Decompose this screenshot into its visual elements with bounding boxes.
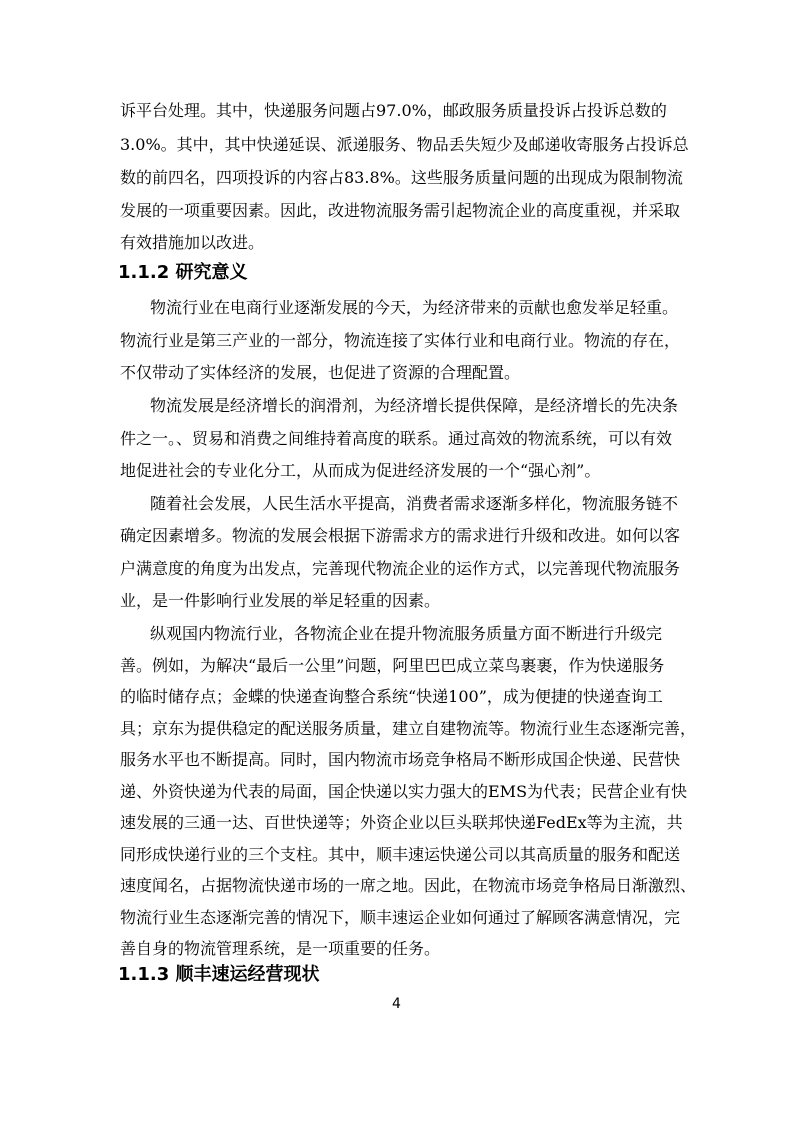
text-line: 速度闻名，占据物流快递市场的一席之地。因此，在物流市场竞争格局日渐激烈、 [120,876,697,895]
text-line: 不仅带动了实体经济的发展，也促进了资源的合理配置。 [120,363,521,382]
text-line: 发展的一项重要因素。因此，改进物流服务需引起物流企业的高度重视，并采取 [120,201,681,220]
text-line: 善自身的物流管理系统，是一项重要的任务。 [120,939,441,958]
text-line: 3.0%。其中，其中快递延误、派递服务、物品丢失短少及邮递收寄服务占投诉总 [120,135,689,154]
page-number: 4 [392,996,401,1012]
text-line: 服务水平也不断提高。同时，国内物流市场竞争格局不断形成国企快递、民营快 [120,750,681,769]
section-heading-1-1-2: 1.1.2 研究意义 [118,262,248,283]
text-line: 物流行业是第三产业的一部分，物流连接了实体行业和电商行业。物流的存在， [120,331,681,350]
text-line: 物流行业在电商行业逐渐发展的今天，为经济带来的贡献也愈发举足轻重。 [150,298,679,317]
text-line: 物流发展是经济增长的润滑剂，为经济增长提供保障，是经济增长的先决条 [150,396,679,415]
text-line: 随着社会发展，人民生活水平提高，消费者需求逐渐多样化，物流服务链不 [150,494,679,513]
text-line: 业，是一件影响行业发展的举足轻重的因素。 [120,591,441,610]
text-line: 户满意度的角度为出发点，完善现代物流企业的运作方式，以完善现代物流服务 [120,559,681,578]
text-line: 地促进社会的专业化分工，从而成为促进经济发展的一个“强心剂”。 [120,461,601,480]
text-line: 数的前四名，四项投诉的内容占83.8%。这些服务质量问题的出现成为限制物流 [120,168,683,187]
text-line: 同形成快递行业的三个支柱。其中，顺丰速运快递公司以其高质量的服务和配送 [120,844,681,864]
text-line: 确定因素增多。物流的发展会根据下游需求方的需求进行升级和改进。如何以客 [120,526,681,545]
text-line: 的临时储存点；金蝶的快递查询整合系统“快递100”，成为便捷的快递查询工 [120,687,663,706]
text-line: 速发展的三通一达、百世快递等；外资企业以巨头联邦快递FedEx等为主流，共 [120,813,683,832]
text-line: 诉平台处理。其中，快递服务问题占97.0%，邮政服务质量投诉占投诉总数的 [120,101,667,120]
text-line: 有效措施加以改进。 [120,233,265,252]
text-line: 善。例如，为解决“最后一公里”问题，阿里巴巴成立菜鸟裹裹，作为快递服务 [120,655,665,675]
text-line: 递、外资快递为代表的局面，国企快递以实力强大的EMS为代表；民营企业有快 [120,781,688,801]
text-line: 物流行业生态逐渐完善的情况下，顺丰速运企业如何通过了解顾客满意情况，完 [120,907,681,927]
text-line: 纵观国内物流行业，各物流企业在提升物流服务质量方面不断进行升级完 [150,624,663,643]
section-heading-1-1-3: 1.1.3 顺丰速运经营现状 [118,964,320,985]
text-line: 具；京东为提供稳定的配送服务质量，建立自建物流等。物流行业生态逐渐完善， [120,718,697,738]
text-line: 件之一。、贸易和消费之间维持着高度的联系。通过高效的物流系统，可以有效 [120,429,673,448]
